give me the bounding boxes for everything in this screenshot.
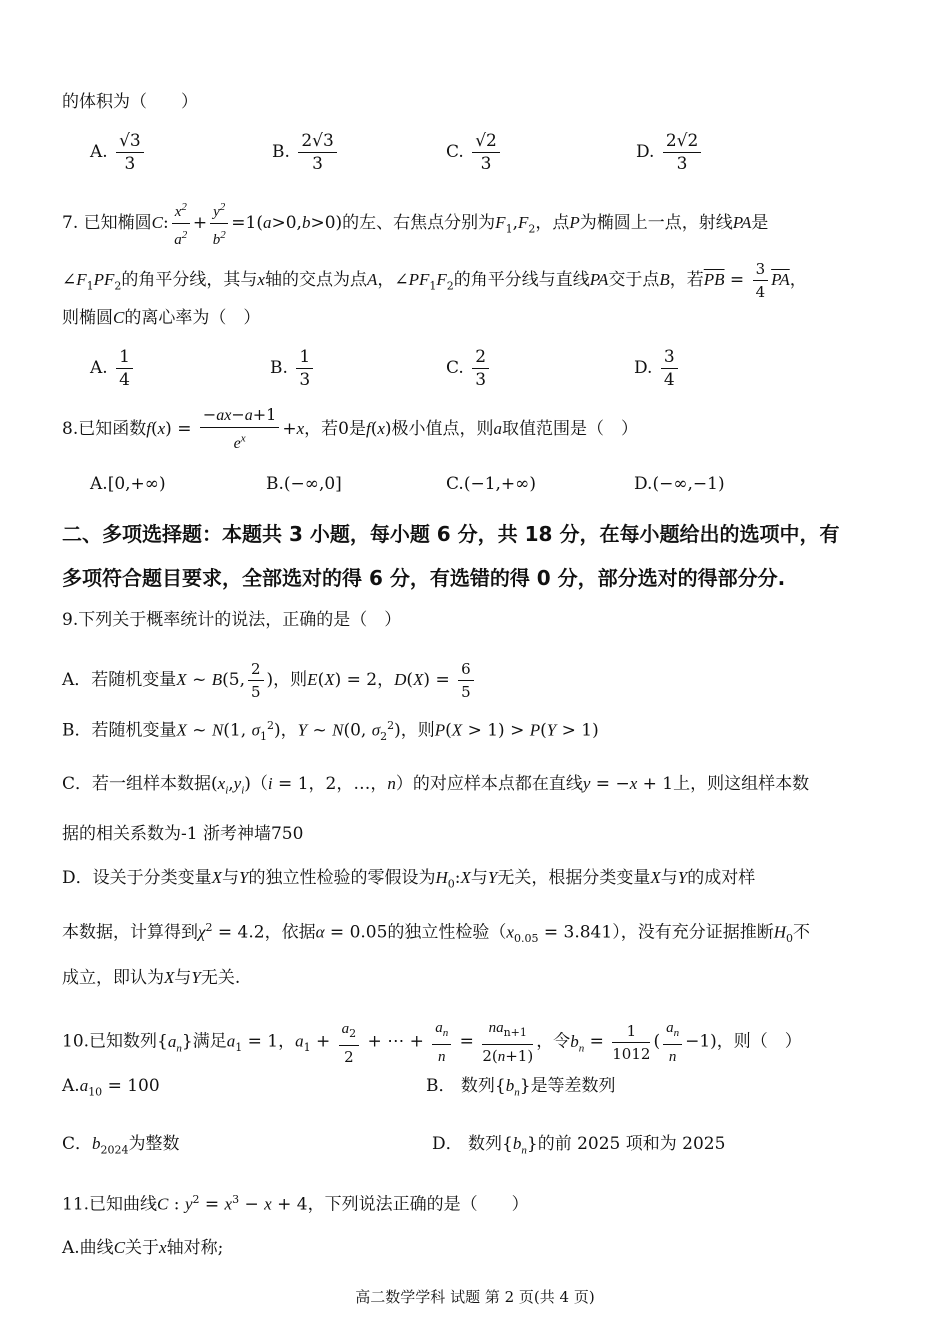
q9-option-d-line1: D．设关于分类变量X与Y的独立性检验的零假设为$H_0:X$与Y无关，根据分类变量X与Y的成对样 bbox=[62, 868, 756, 891]
q7-line2: $\angle F_1PF_2$的角平分线，其与x轴的交点为点A，$\angle PF_1F_2$的角平分线与直线PA交于点B，若$\overline{PB}$ = $\frac{3}{4}$ $\overline{PA}$， bbox=[62, 260, 807, 301]
q10-option-d: D． 数列$\{b_n\}$的前 2025 项和为 2025 bbox=[432, 1134, 726, 1157]
q9-option-d-line3: 成立，即认为X与Y无关. bbox=[62, 968, 241, 988]
q7-option-c: C. $\frac{2}{3}$ bbox=[446, 346, 492, 391]
page-footer: 高二数学学科 试题 第 2 页(共 4 页) bbox=[355, 1288, 595, 1306]
q6-option-a: A. $\frac{√3}{3}$ bbox=[90, 130, 147, 175]
q6-option-b: B. $\frac{2√3}{3}$ bbox=[272, 130, 340, 175]
section2-line2: 多项符合题目要求，全部选对的得 6 分，有选错的得 0 分，部分选对的得部分分. bbox=[62, 566, 786, 590]
q7-option-b: B. $\frac{1}{3}$ bbox=[270, 346, 316, 391]
q8-option-d: D.(−∞,−1) bbox=[634, 474, 725, 494]
q7-option-a: A. $\frac{1}{4}$ bbox=[90, 346, 136, 391]
q9-stem: 9.下列关于概率统计的说法，正确的是（ ） bbox=[62, 610, 402, 630]
q8-option-b: B.(−∞,0] bbox=[266, 474, 342, 494]
q9-option-b: B．若随机变量X ~ N(1, $\sigma_1^2$)，Y ~ N(0, $\sigma_2^2$)，则P(X > 1) > P(Y > 1) bbox=[62, 719, 599, 744]
q10-option-b: B． 数列$\{b_n\}$是等差数列 bbox=[426, 1076, 616, 1099]
q6-tail: 的体积为（ ） bbox=[62, 92, 198, 112]
q10-option-c: C．$b_{2024}$为整数 bbox=[62, 1134, 180, 1157]
q6-option-d: D. $\frac{2√2}{3}$ bbox=[636, 130, 704, 175]
q7-line1: 7. 已知椭圆C: $\frac{x^2}{a^2}$ + $\frac{y^2}{b^2}$ =1(a>0,b>0)的左、右焦点分别为$F_1,F_2$，点P为椭圆上一点，射线PA是 bbox=[62, 196, 900, 251]
q9-option-c-line1: C．若一组样本数据$(x_i,y_i)(i = 1$，2，…，n）的对应样本点都在直线y = −x + 1上，则这组样本数 bbox=[62, 774, 810, 797]
q7-line3: 则椭圆C的离心率为（ ） bbox=[62, 308, 261, 328]
q8-option-c: C.(−1,+∞) bbox=[446, 474, 536, 494]
q9-option-a: A．若随机变量X ~ B(5, $\frac{2}{5}$ )，则E(X) = 2，D(X) = $\frac{6}{5}$ bbox=[62, 658, 900, 703]
q8-option-a: A.[0,+∞) bbox=[90, 474, 166, 494]
q8-stem: 8.已知函数f(x) = $\frac{-ax-a+1}{e^x}$ +x，若0是f(x)极小值点，则a取值范围是（ ） bbox=[62, 405, 639, 453]
q10-stem: 10.已知数列$\{a_n\}$满足$a_1 = 1$，$a_1$ + $\frac{a_2}{2}$ + ⋯ + $\frac{a_n}{n}$ = $\frac{na_{n+1}}{2(n+1)}$ ，令$b_n$ = $\frac{1}{1012}$ ( $\frac{a_n}{n}$ −1)，则（ ） bbox=[62, 1016, 900, 1068]
q7-option-d: D. $\frac{3}{4}$ bbox=[634, 346, 681, 391]
q9-option-d-line2: 本数据，计算得到$\chi^2 = 4.2$，依据α = 0.05的独立性检验$(x_{0.05} = 3.841)$，没有充分证据推断$H_0$不 bbox=[62, 921, 810, 946]
q9-option-c-line2: 据的相关系数为-1 浙考神墙750 bbox=[62, 824, 304, 844]
section2-line1: 二、多项选择题：本题共 3 小题，每小题 6 分，共 18 分，在每小题给出的选项中，有 bbox=[62, 522, 840, 546]
q6-option-c: C. $\frac{√2}{3}$ bbox=[446, 130, 503, 175]
q11-option-a: A.曲线C关于x轴对称; bbox=[62, 1238, 224, 1258]
q11-stem: 11.已知曲线C : $y^2 = x^3 - x + 4$，下列说法正确的是（ ） bbox=[62, 1193, 529, 1215]
q10-option-a: $A.a_{10} = 100$ bbox=[62, 1076, 160, 1099]
